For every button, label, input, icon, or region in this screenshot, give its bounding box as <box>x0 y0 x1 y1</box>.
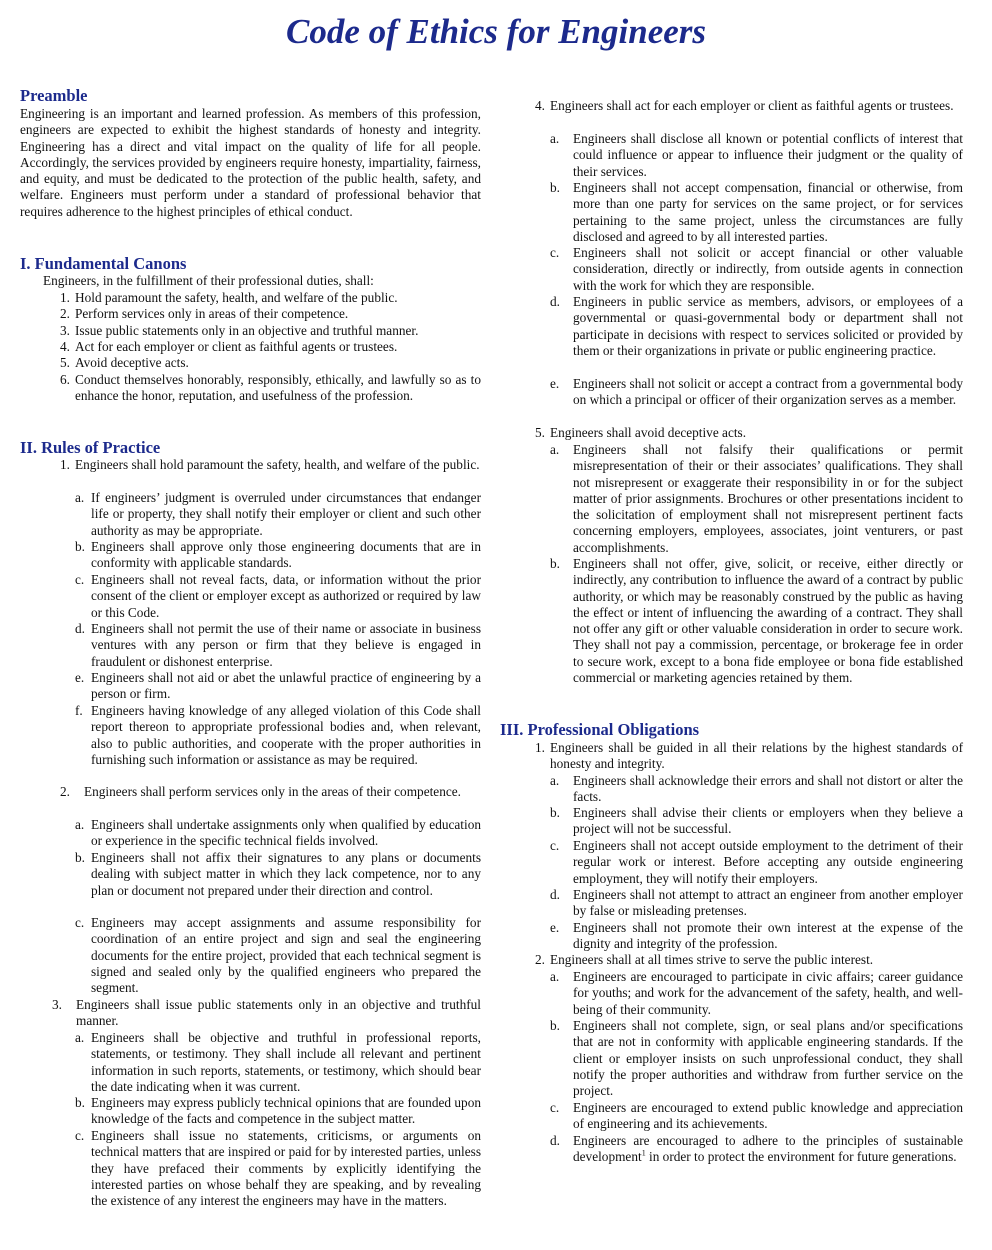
obligation-sub-item: d. Engineers are encouraged to adhere to the principles of sustainable development$^1$ in order to protect the environment for future generations. <box>550 1133 963 1165</box>
canon-item: 2. Perform services only in areas of their competence. <box>60 306 349 321</box>
obligation-sub-item: c. Engineers are encouraged to extend public knowledge and appreciation of engineering and its achievements. <box>550 1100 963 1132</box>
rule-sub-item: c. Engineers shall issue no statements, criticisms, or arguments on technical matters that are inspired or paid for by interested parties, unless they have prefaced their comments by explicitly identifying the interested parties on whose behalf they are speaking, and by revealing the existence of any interest the engineers may have in the matters. <box>75 1128 481 1209</box>
obligation-item: 2. Engineers shall at all times strive to serve the public interest. <box>535 952 874 967</box>
rule-sub-item: c. Engineers shall not reveal facts, data, or information without the prior consent of the client or employer except as authorized or required by law or this Code. <box>75 572 481 620</box>
canons-heading: I. Fundamental Canons <box>20 254 187 273</box>
canon-item: 1. Hold paramount the safety, health, and welfare of the public. <box>60 290 398 305</box>
footnote-marker[interactable]: 1 <box>641 1148 646 1158</box>
obligation-sub-item: a. Engineers shall acknowledge their errors and shall not distort or alter the facts. <box>550 773 963 805</box>
rule-sub-item: a. Engineers shall undertake assignments only when qualified by education or experience in the specific technical fields involved. <box>75 817 481 849</box>
page-title: Code of Ethics for Engineers <box>285 12 707 51</box>
rule-sub-item: f. Engineers having knowledge of any alleged violation of this Code shall report thereon to appropriate professional bodies and, when relevant, also to public authorities, and cooperate with the proper authorities in furnishing such information or assistance as may be required. <box>75 703 481 767</box>
rule-sub-item: b. Engineers shall not accept compensation, financial or otherwise, from more than one party for services on the same project, or for services pertaining to the same project, unless the circumstances are fully disclosed and agreed to by all interested parties. <box>550 180 963 244</box>
canon-item: 6. Conduct themselves honorably, responsibly, ethically, and lawfully so as to enhance the honor, reputation, and usefulness of the profession. <box>60 372 481 404</box>
rule-sub-item: e. Engineers shall not solicit or accept a contract from a governmental body on which a principal or officer of their organization serves as a member. <box>550 376 963 408</box>
rule-sub-item: d. Engineers shall not permit the use of their name or associate in business ventures with any person or firm that they believe is engaged in fraudulent or dishonest enterprise. <box>75 621 481 669</box>
rule-item: 4. Engineers shall act for each employer or client as faithful agents or trustees. <box>535 98 954 113</box>
obligation-sub-item: e. Engineers shall not promote their own interest at the expense of the dignity and integrity of the profession. <box>550 920 963 952</box>
obligation-sub-item: a. Engineers are encouraged to participate in civic affairs; career guidance for youths; and work for the advancement of the safety, health, and well-being of their community. <box>550 969 963 1017</box>
rule-item: 2. Engineers shall perform services only in the areas of their competence. <box>60 784 461 799</box>
preamble-heading: Preamble <box>20 86 88 105</box>
canon-item: 5. Avoid deceptive acts. <box>60 355 189 370</box>
rule-sub-item: a. Engineers shall disclose all known or potential conflicts of interest that could influence or appear to influence their judgment or the quality of their services. <box>550 131 963 179</box>
obligation-sub-item: d. Engineers shall not attempt to attract an engineer from another employer by false or misleading pretenses. <box>550 887 963 919</box>
canon-item: 4. Act for each employer or client as faithful agents or trustees. <box>60 339 398 354</box>
rule-sub-item: d. Engineers in public service as members, advisors, or employees of a governmental or quasi-governmental body or department shall not participate in decisions with respect to services solicited or provided by them or their organizations in private or public engineering practice. <box>550 294 963 358</box>
rule-item: 3. Engineers shall issue public statements only in an objective and truthful manner. <box>52 997 481 1029</box>
obligation-item: 1. Engineers shall be guided in all their relations by the highest standards of honesty and integrity. <box>535 740 963 772</box>
rule-sub-item: e. Engineers shall not aid or abet the unlawful practice of engineering by a person or firm. <box>75 670 481 702</box>
canon-item: 3. Issue public statements only in an objective and truthful manner. <box>60 323 419 338</box>
rules-heading: II. Rules of Practice <box>20 438 161 457</box>
canons-intro: Engineers, in the fulfillment of their professional duties, shall: <box>43 273 374 288</box>
rule-sub-item: a. If engineers’ judgment is overruled under circumstances that endanger life or property, they shall notify their employer or client and such other authority as may be appropriate. <box>75 490 481 538</box>
rule-sub-item: c. Engineers may accept assignments and assume responsibility for coordination of an entire project and sign and seal the engineering documents for the entire project, provided that each technical segment is signed and sealed only by the qualified engineers who prepared the segment. <box>75 915 481 996</box>
obligation-sub-item: b. Engineers shall not complete, sign, or seal plans and/or specifications that are not in conformity with applicable engineering standards. If the client or employer insists on such unprofessional conduct, they shall notify the proper authorities and withdraw from further service on the project. <box>550 1018 963 1099</box>
obligation-sub-item: b. Engineers shall advise their clients or employers when they believe a project will not be successful. <box>550 805 963 837</box>
rule-sub-item: b. Engineers shall not offer, give, solicit, or receive, either directly or indirectly, any contribution to influence the award of a contract by public authority, or which may be reasonably construed by the public as having the effect or intent of influencing the awarding of a contract. They shall not offer any gift or other valuable consideration in order to secure work. They shall not pay a commission, percentage, or brokerage fee in order to secure work, except to a bona fide employee or bona fide established commercial or marketing agencies retained by them. <box>550 556 963 686</box>
rule-sub-item: b. Engineers shall not affix their signatures to any plans or documents dealing with subject matter in which they lack competence, nor to any plan or document not prepared under their direction and control. <box>75 850 481 898</box>
preamble-text: Engineering is an important and learned profession. As members of this profession, engineers are expected to exhibit the highest standards of honesty and integrity. Engineering has a direct and vital impact on the quality of life for all people. Accordingly, the services provided by engineers require honesty, impartiality, fairness, and equity, and must be dedicated to the protection of the public health, safety, and welfare. Engineers must perform under a standard of professional behavior that requires adherence to the highest principles of ethical conduct. <box>20 106 481 219</box>
rule-item: 5. Engineers shall avoid deceptive acts. <box>535 425 747 440</box>
rule-sub-item: c. Engineers shall not solicit or accept financial or other valuable consideration, directly or indirectly, from outside agents in connection with the work for which they are responsible. <box>550 245 963 293</box>
obligations-heading: III. Professional Obligations <box>500 720 700 739</box>
rule-sub-item: b. Engineers may express publicly technical opinions that are founded upon knowledge of the facts and competence in the subject matter. <box>75 1095 481 1127</box>
rule-sub-item: a. Engineers shall not falsify their qualifications or permit misrepresentation of their or their associates’ qualifications. They shall not misrepresent or exaggerate their responsibility in or for the subject matter of prior assignments. Brochures or other presentations incident to the solicitation of employment shall not misrepresent pertinent facts concerning employers, employees, associates, joint venturers, or past accomplishments. <box>550 442 963 555</box>
obligation-sub-item: c. Engineers shall not accept outside employment to the detriment of their regular work or interest. Before accepting any outside engineering employment, they will notify their employers. <box>550 838 963 886</box>
rule-sub-item: a. Engineers shall be objective and truthful in professional reports, statements, or testimony. They shall include all relevant and pertinent information in such reports, statements, or testimony, which should bear the date indicating when it was current. <box>75 1030 481 1094</box>
rule-item: 1. Engineers shall hold paramount the safety, health, and welfare of the public. <box>60 457 480 472</box>
rule-sub-item: b. Engineers shall approve only those engineering documents that are in conformity with applicable standards. <box>75 539 481 571</box>
